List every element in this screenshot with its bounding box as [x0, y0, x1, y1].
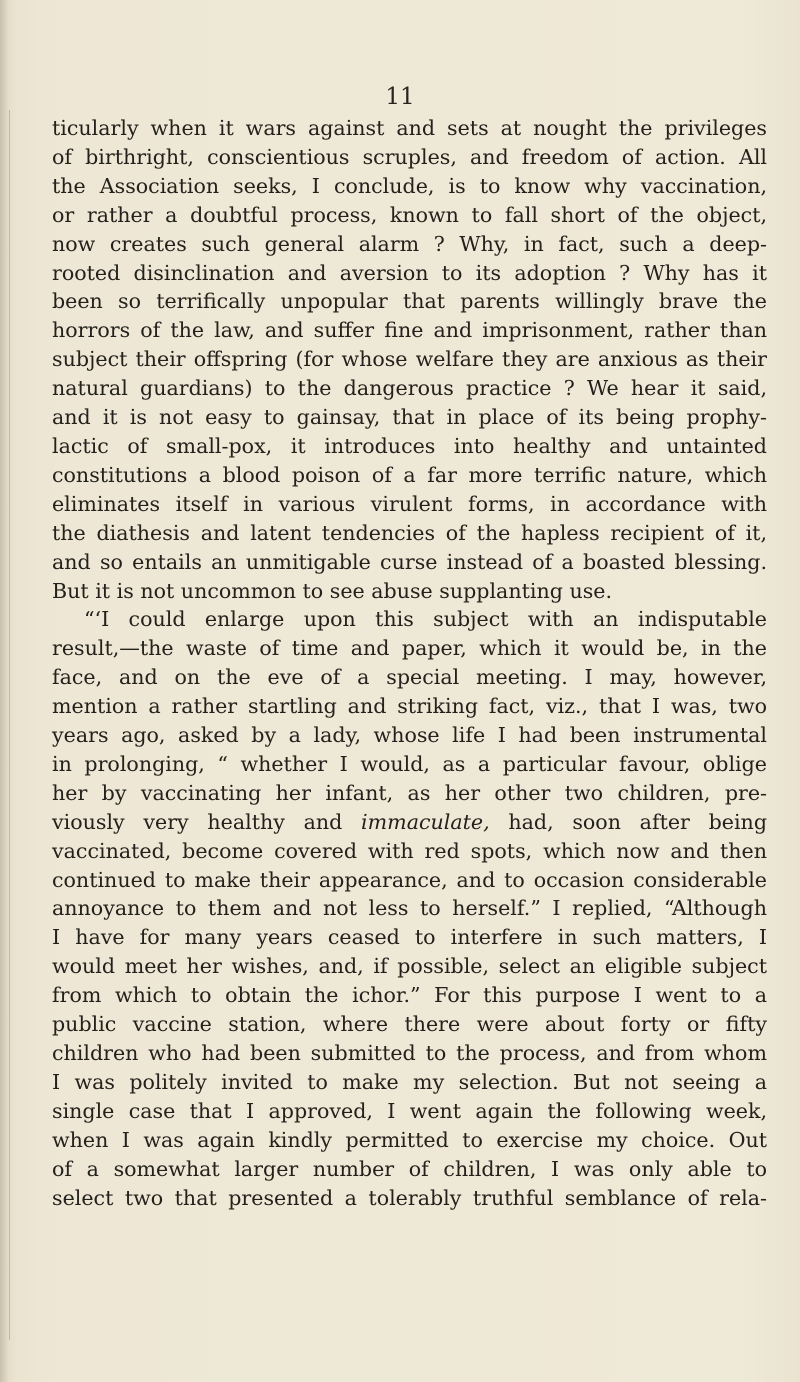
- text-line: subject their offspring (for whose welfare they are anxious as their: [52, 347, 767, 372]
- text-segment: viously very healthy and: [52, 809, 343, 834]
- text-line: now creates such general alarm ? Why, in fact, such a deep-: [52, 231, 767, 256]
- text-line: horrors of the law, and suffer fine and imprisonment, rather than: [52, 318, 767, 343]
- text-segment: had, soon after being: [489, 809, 767, 834]
- text-line: children who had been submitted to the process, and from whom: [52, 1041, 767, 1065]
- italic-word: immaculate,: [361, 809, 490, 834]
- text-line: eliminates itself in various virulent forms, in accordance with: [52, 491, 767, 516]
- text-line: lactic of small-pox, it introduces into healthy and untainted: [52, 433, 767, 458]
- text-line: ticularly when it wars against and sets at nought the privileges: [52, 116, 767, 140]
- text-line: years ago, asked by a lady, whose life I had been instrumental: [52, 723, 767, 748]
- text-line: from which to obtain the ichor.” For this purpose I went to a: [52, 983, 767, 1008]
- text-line: rooted disinclination and aversion to its adoption ? Why has it: [52, 260, 767, 285]
- text-line: “‘I could enlarge upon this subject with an indisputable: [84, 607, 767, 632]
- text-line: result,—the waste of time and paper, which it would be, in the: [52, 636, 767, 661]
- text-line: when I was again kindly permitted to exercise my choice. Out: [52, 1127, 767, 1152]
- text-line: and so entails an unmitigable curse instead of a boasted blessing.: [52, 549, 767, 574]
- text-line: the Association seeks, I conclude, is to know why vaccination,: [52, 173, 767, 198]
- text-line: her by vaccinating her infant, as her other two children, pre-: [52, 780, 767, 805]
- text-line: in prolonging, “ whether I would, as a particular favour, oblige: [52, 751, 767, 776]
- page-margin-line: [9, 110, 10, 1340]
- text-line: face, and on the eve of a special meeting. I may, however,: [52, 665, 767, 690]
- text-line: select two that presented a tolerably truthful semblance of rela-: [52, 1185, 767, 1210]
- page-number: 11: [385, 84, 415, 110]
- text-line: of a somewhat larger number of children, I was only able to: [52, 1156, 767, 1181]
- text-line: natural guardians) to the dangerous practice ? We hear it said,: [52, 376, 767, 401]
- page-edge-shadow: [0, 0, 9, 1382]
- text-line: been so terrifically unpopular that parents willingly brave the: [52, 289, 767, 314]
- text-line: continued to make their appearance, and to occasion considerable: [52, 867, 767, 892]
- text-line: annoyance to them and not less to herself.” I replied, “Although: [52, 896, 767, 921]
- text-line: I have for many years ceased to interfere in such matters, I: [52, 925, 767, 950]
- text-line: mention a rather startling and striking fact, viz., that I was, two: [52, 694, 767, 719]
- text-line: I was politely invited to make my selection. But not seeing a: [52, 1069, 767, 1094]
- text-line: single case that I approved, I went again the following week,: [52, 1098, 767, 1123]
- text-line: of birthright, conscientious scruples, and freedom of action. All: [52, 144, 767, 169]
- text-line-with-italic: [52, 808, 767, 837]
- text-line: constitutions a blood poison of a far more terrific nature, which: [52, 462, 767, 487]
- body-text: [52, 114, 767, 1212]
- text-line: But it is not uncommon to see abuse supplanting use.: [52, 578, 613, 603]
- text-line: public vaccine station, where there were about forty or fifty: [52, 1012, 767, 1037]
- text-line: vaccinated, become covered with red spots, which now and then: [52, 838, 767, 863]
- text-line: and it is not easy to gainsay, that in place of its being prophy-: [52, 405, 767, 430]
- text-line: or rather a doubtful process, known to fall short of the object,: [52, 202, 767, 227]
- text-line: the diathesis and latent tendencies of the hapless recipient of it,: [52, 520, 767, 545]
- text-line: would meet her wishes, and, if possible, select an eligible subject: [52, 954, 767, 979]
